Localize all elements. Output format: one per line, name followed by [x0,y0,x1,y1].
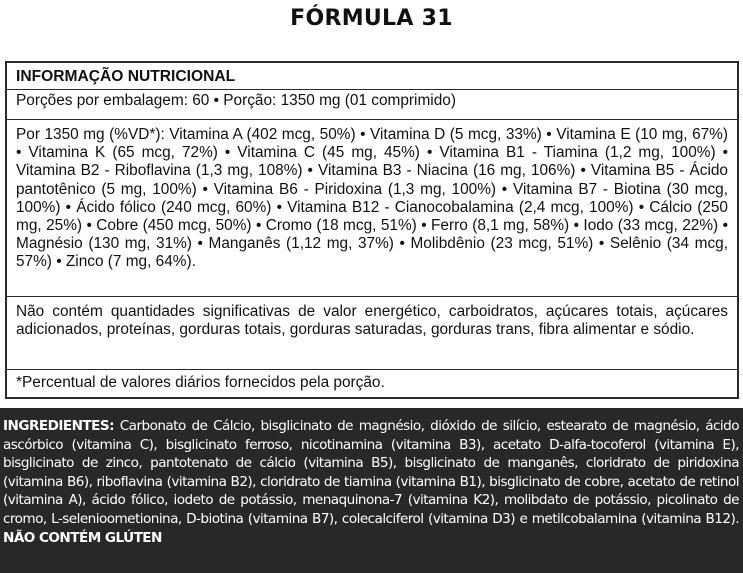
portions-info: Porções por embalagem: 60 • Porção: 1350 mg (01 comprimido) [16,92,456,109]
per-portion-values: Por 1350 mg (%VD*): Vitamina A (402 mcg, 50%) • Vitamina D (5 mcg, 33%) • Vitamina E (10 mg, 67%) • Vitamina K (65 mcg, 72%) • Vitamina C (45 mg, 45%) • Vitamina B1 - Tiamina (1,2 mg, 100%) • Vitamina B2 - Riboflavina (1,3 mg, 108%) • Vitamina B3 - Niacina (16 mg, 106%) • Vitamina B5 - Ácido pantotênico (5 mg, 100%) • Vitamina B6 - Piridoxina (1,3 mg, 100%) • Vitamina B7 - Biotina (30 mcg, 100%) • Ácido fólico (240 mcg, 60%) • Vitamina B12 - Cianocobalamina (2,4 mcg, 100%) • Cálcio (250 mg, 25%) • Cobre (450 mcg, 50%) • Cromo (18 mcg, 51%) • Ferro (8,1 mg, 58%) • Iodo (33 mcg, 22%) • Magnésio (130 mg, 31%) • Manganês (1,12 mg, 37%) • Molibdênio (23 mcg, 51%) • Selênio (34 mcg, 57%) • Zinco (7 mg, 64%). [7,120,737,297]
row-divider [7,112,737,120]
ingredients-list: Carbonato de Cálcio, bisglicinato de magnésio, dióxido de silício, estearato de magnésio, ácido ascórbico (vitamina C), bisglicinato ferroso, nicotinamina (vitamina B3), acetato D-alfa-tocoferol (vitamina E), bisglicinato de zinco, pantotenato de cálcio (vitamina B5), bisglicinato de manganês, cloridrato de piridoxina (vitamina B6), riboflavina (vitamina B2), cloridrato de tiamina (vitamina B1), bisglicinato de cobre, acetato de retinol (vitamina A), ácido fólico, iodeto de potássio, menaquinona-7 (vitamina K2), molibdato de potássio, picolinato de cromo, L-selenioometionina, D-biotina (vitamina B7), colecalciferol (vitamina D3) e metilcobalamina (vitamina B12). [3,418,739,527]
nutrition-facts-table [5,61,739,399]
nutrition-header: INFORMAÇÃO NUTRICIONAL [7,63,737,90]
daily-value-footnote: *Percentual de valores diários fornecidos pela porção. [16,374,385,391]
ingredients-panel [0,408,743,573]
page-title: FÓRMULA 31 [290,6,453,31]
gluten-free-warning: NÃO CONTÉM GLÚTEN [3,529,162,546]
not-contains-statement: Não contém quantidades significativas de valor energético, carboidratos, açúcares totais, açúcares adicionados, proteínas, gorduras totais, gorduras saturadas, gorduras trans, fibra alimentar e sódio. [7,297,737,370]
ingredients-label: INGREDIENTES: [3,418,114,434]
